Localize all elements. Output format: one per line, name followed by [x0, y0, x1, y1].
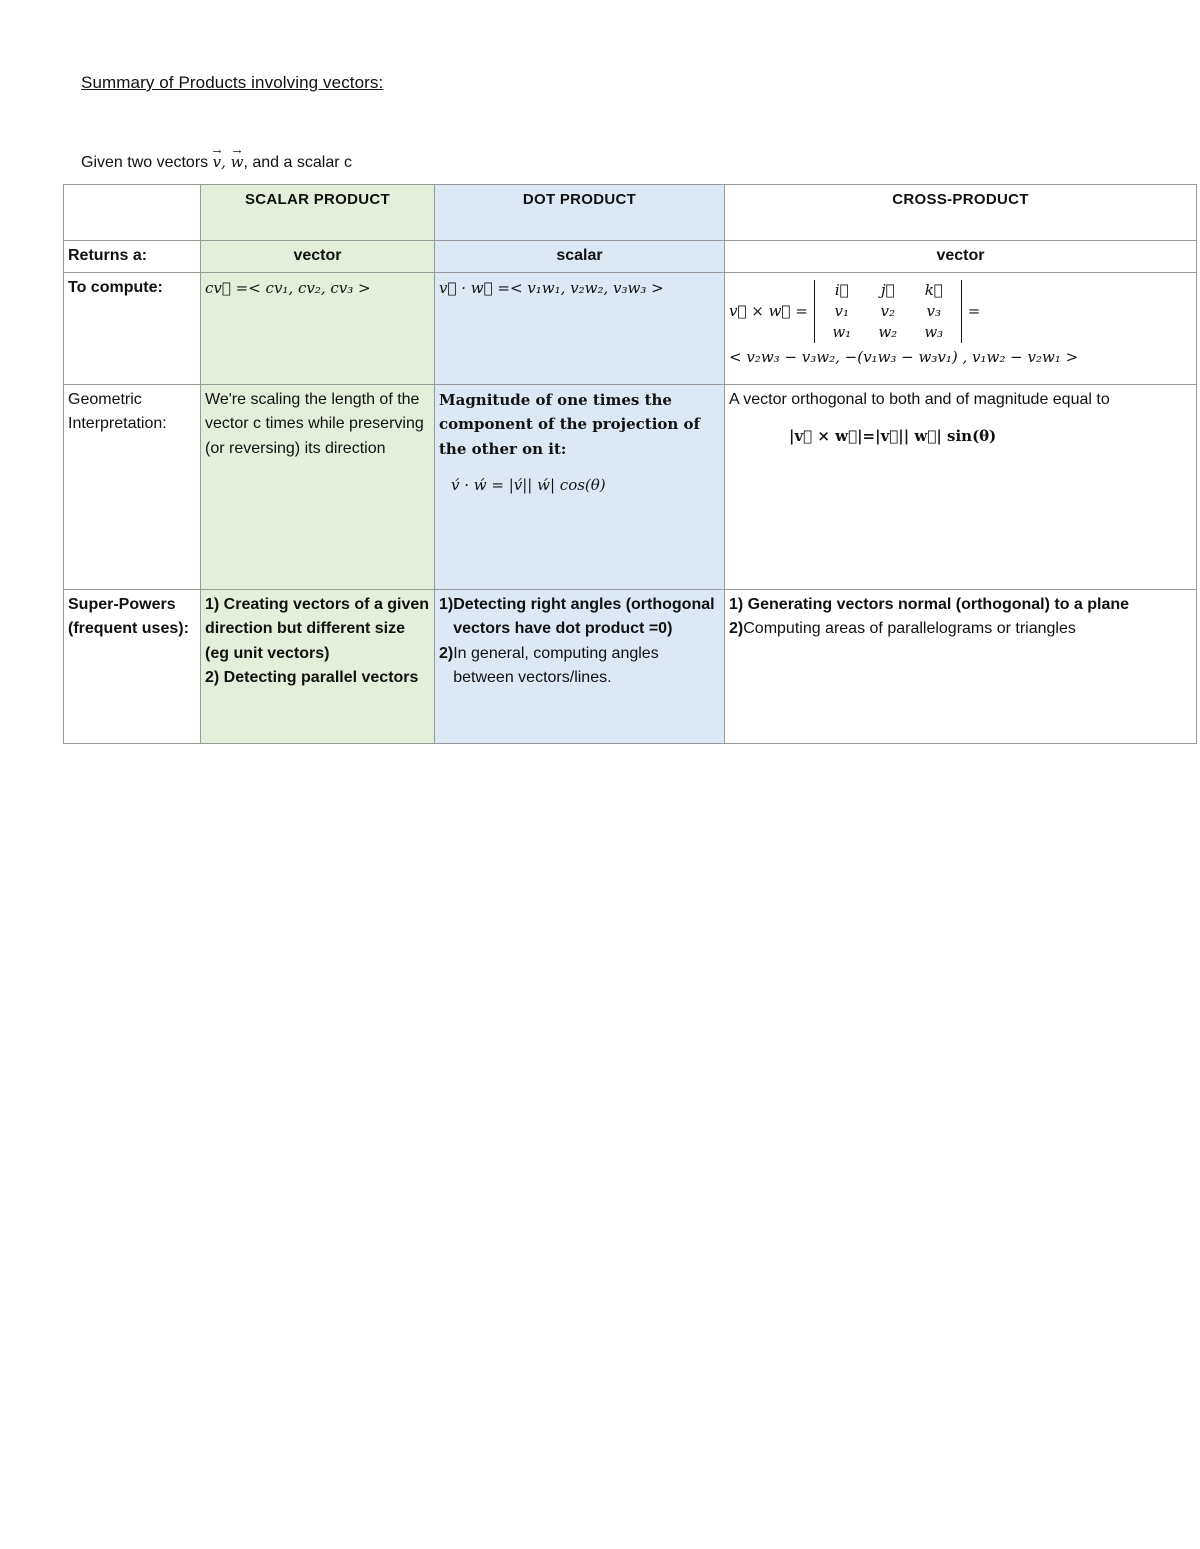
- header-scalar-product: SCALAR PRODUCT: [201, 185, 435, 241]
- compute-scalar-product: [201, 272, 435, 384]
- determinant-matrix: [814, 280, 962, 343]
- geometric-dot-product: [435, 384, 725, 589]
- cross-product-result: < v₂w₃ − v₃w₂, −(v₁w₃ − w₃v₁) , v₁w₂ − v₂w₁ >: [729, 347, 1079, 366]
- list-number: 2): [439, 644, 454, 662]
- matrix-cell: k⃗: [924, 280, 943, 299]
- vector-w-symbol: → w: [231, 153, 244, 171]
- dot-product-geometric-formula: v́ · ẃ = |v́|| ẃ| cos(θ): [451, 476, 606, 494]
- matrix-cell: w₁: [832, 322, 852, 341]
- matrix-cell: v₃: [926, 301, 942, 320]
- matrix-cell: w₃: [924, 322, 944, 341]
- list-text: In general, computing angles between vectors/lines.: [453, 644, 659, 686]
- geometric-scalar-product: We're scaling the length of the vector c times while preserving (or reversing) its direction: [201, 384, 435, 589]
- intro-sep: ,: [221, 153, 231, 171]
- intro-prefix: Given two vectors: [81, 154, 213, 171]
- list-text: Computing areas of parallelograms or triangles: [743, 620, 1076, 637]
- list-number: 1): [439, 595, 454, 613]
- returns-label: Returns a:: [64, 241, 201, 273]
- geometric-label-line: Interpretation:: [68, 415, 167, 432]
- matrix-cell: v₂: [880, 301, 896, 320]
- matrix-row: [819, 322, 957, 343]
- compute-label: To compute:: [64, 272, 201, 384]
- cross-product-geometric-formula: |v⃗ × w⃗|=|v⃗|| w⃗| sin(θ): [789, 427, 997, 445]
- intro-suffix: , and a scalar c: [243, 154, 352, 171]
- superpowers-cross-product: [725, 589, 1197, 743]
- geometric-row: [64, 384, 1197, 589]
- compute-cross-product: [725, 272, 1197, 384]
- geometric-label-line: Geometric: [68, 390, 142, 408]
- compute-row: [64, 272, 1197, 384]
- list-text: Detecting right angles (orthogonal vectors have dot product =0): [453, 595, 715, 637]
- geometric-label: [64, 384, 201, 589]
- returns-dot-product: scalar: [435, 241, 725, 273]
- list-text: Detecting parallel vectors: [219, 669, 419, 686]
- matrix-cell: w₂: [878, 322, 898, 341]
- cross-product-geometric-text: A vector orthogonal to both and of magnitude equal to: [729, 390, 1110, 408]
- returns-scalar-product: vector: [201, 241, 435, 273]
- list-item: [729, 593, 1192, 618]
- list-number: 1): [729, 595, 744, 613]
- returns-cross-product: vector: [725, 241, 1197, 273]
- list-item: [205, 666, 430, 691]
- header-empty-cell: [64, 185, 201, 241]
- superpowers-scalar-product: [201, 589, 435, 743]
- geometric-cross-product: [725, 384, 1197, 589]
- matrix-row: [819, 301, 957, 322]
- dot-product-formula: v⃗ · w⃗ =< v₁w₁, v₂w₂, v₃w₃ >: [439, 278, 664, 297]
- list-number: 2): [729, 620, 744, 637]
- list-text: Creating vectors of a given direction but different size (eg unit vectors): [205, 595, 430, 662]
- dot-product-geometric-text: Magnitude of one times the component of the projection of the other on it:: [439, 390, 701, 458]
- header-cross-product: CROSS-PRODUCT: [725, 185, 1197, 241]
- cross-product-equals: =: [967, 301, 981, 320]
- header-row: [64, 185, 1197, 241]
- intro-line: [81, 153, 352, 172]
- list-number: 2): [205, 669, 220, 686]
- cross-product-determinant: [729, 280, 1192, 343]
- returns-row: [64, 241, 1197, 273]
- products-summary-table: [63, 184, 1197, 744]
- scalar-product-formula: cv⃗ =< cv₁, cv₂, cv₃ >: [205, 278, 371, 297]
- list-number: 1): [205, 595, 220, 613]
- list-text: Generating vectors normal (orthogonal) to a plane: [743, 595, 1130, 613]
- matrix-cell: j⃗: [880, 280, 895, 299]
- list-item: [729, 617, 1192, 642]
- matrix-row: [819, 280, 957, 301]
- superpowers-dot-product: [435, 589, 725, 743]
- superpowers-label: Super-Powers (frequent uses):: [64, 589, 201, 743]
- matrix-cell: v₁: [834, 301, 850, 320]
- matrix-cell: i⃗: [834, 280, 849, 299]
- list-item: [439, 642, 720, 691]
- list-item: [205, 593, 430, 667]
- page-title: Summary of Products involving vectors:: [81, 73, 384, 92]
- list-item: [439, 593, 720, 642]
- vector-v-symbol: → v: [213, 153, 221, 171]
- superpowers-row: [64, 589, 1197, 743]
- compute-dot-product: [435, 272, 725, 384]
- header-dot-product: DOT PRODUCT: [435, 185, 725, 241]
- cross-product-lhs: v⃗ × w⃗ =: [729, 301, 808, 320]
